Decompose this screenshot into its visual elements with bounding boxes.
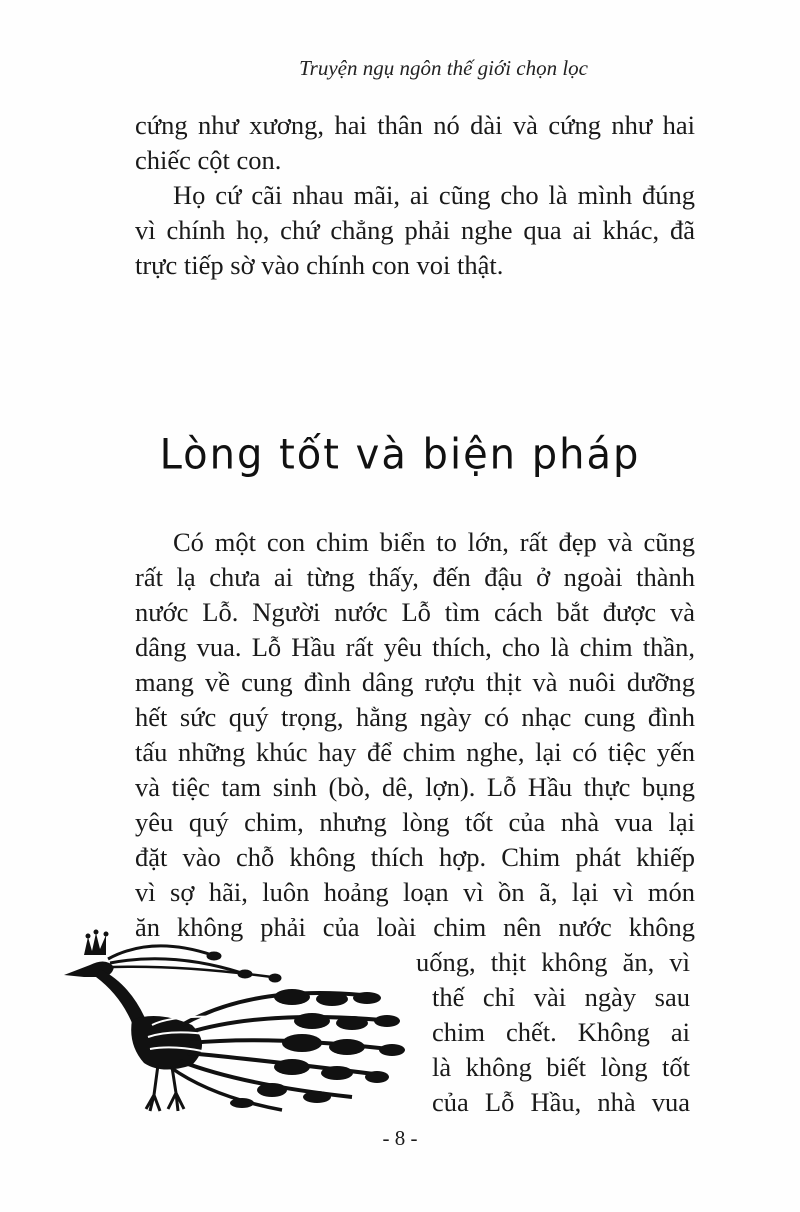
text-line: chim chết. Không ai <box>432 1017 690 1047</box>
text-line: chiếc cột con. <box>135 145 282 175</box>
text-line: uống, thịt không ăn, vì <box>416 947 690 977</box>
text-line: Có một con chim biển to lớn, rất đẹp và cũng <box>173 527 695 557</box>
story-body-wrapped <box>412 945 690 1120</box>
text-line: và tiệc tam sinh (bò, dê, lợn). Lỗ Hầu thực bụng <box>135 772 695 802</box>
text-line: là không biết lòng tốt <box>432 1052 690 1082</box>
text-line: đặt vào chỗ không thích hợp. Chim phát khiếp <box>135 842 695 872</box>
text-line: Họ cứ cãi nhau mãi, ai cũng cho là mình đúng <box>173 180 695 210</box>
text-line: yêu quý chim, nhưng lòng tốt của nhà vua lại <box>135 807 695 837</box>
running-header: Truyện ngụ ngôn thế giới chọn lọc <box>299 56 588 80</box>
text-line: ăn không phải của loài chim nên nước không <box>135 912 695 942</box>
text-line: thế chỉ vài ngày sau <box>432 982 690 1012</box>
text-line: mang về cung đình dâng rượu thịt và nuôi dưỡng <box>135 667 695 697</box>
text-line: hết sức quý trọng, hằng ngày có nhạc cung đình <box>135 702 695 732</box>
story-body <box>135 525 695 945</box>
page-number: - 8 - <box>382 1126 418 1150</box>
text-line: của Lỗ Hầu, nhà vua <box>432 1087 690 1117</box>
text-line: rất lạ chưa ai từng thấy, đến đậu ở ngoài thành <box>135 562 695 592</box>
text-line: cứng như xương, hai thân nó dài và cứng như hai <box>135 110 695 140</box>
text-line: vì sợ hãi, luôn hoảng loạn vì ồn ã, lại vì món <box>135 877 695 907</box>
phoenix-illustration <box>62 925 417 1115</box>
text-line: trực tiếp sờ vào chính con voi thật. <box>135 250 504 280</box>
text-line: nước Lỗ. Người nước Lỗ tìm cách bắt được và <box>135 597 695 627</box>
text-line: dâng vua. Lỗ Hầu rất yêu thích, cho là chim thần, <box>135 632 695 662</box>
story-title: Lòng tốt và biện pháp <box>159 430 641 480</box>
previous-story-text <box>135 108 695 283</box>
text-line: tấu những khúc hay để chim nghe, lại có tiệc yến <box>135 737 695 767</box>
text-line: vì chính họ, chứ chẳng phải nghe qua ai khác, đã <box>135 215 695 245</box>
